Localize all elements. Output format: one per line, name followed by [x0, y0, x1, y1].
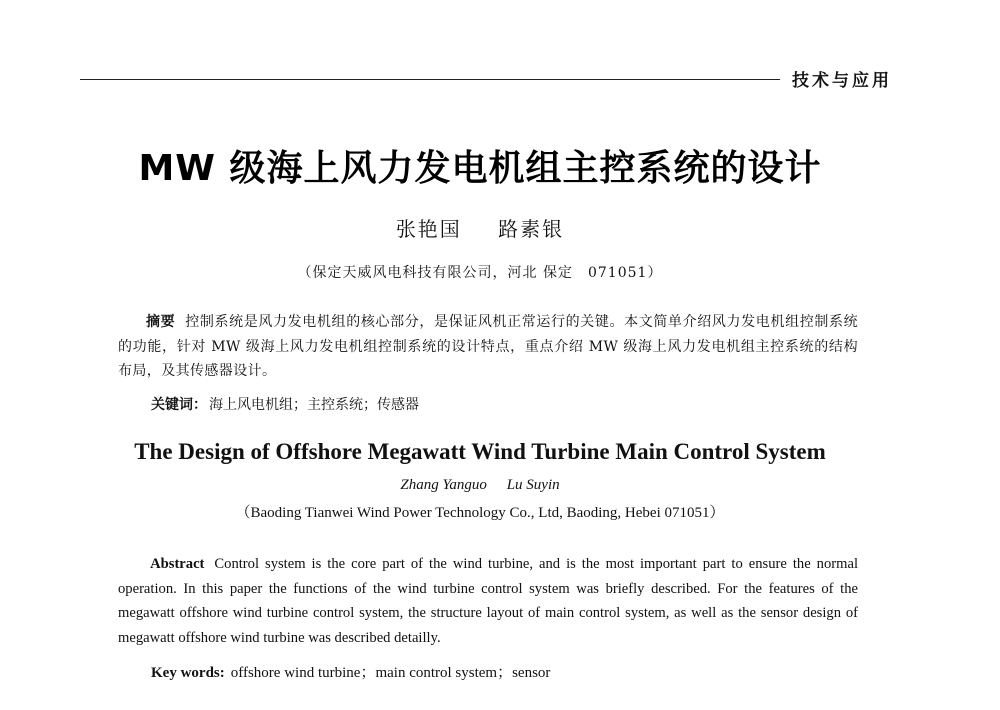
page-title-en: The Design of Offshore Megawatt Wind Turbine Main Control System	[134, 439, 826, 464]
keywords-cn-label: 关键词：	[151, 397, 207, 413]
abstract-en-text: Control system is the core part of the wind turbine, and is the most important part to ensure the normal operation. In this paper the functions of the wind turbine control system was briefly described. For the features of the megawatt offshore wind turbine control system, the structure layout of main control system, as well as the sensor design of megawatt offshore wind turbine was described detailly.	[118, 556, 858, 646]
abstract-cn-text: 控制系统是风力发电机组的核心部分，是保证风机正常运行的关键。本文简单介绍风力发电机组控制系统的功能，针对 MW 级海上风力发电机组控制系统的设计特点，重点介绍 MW 级海上风力发电机组主控系统的结构布局，及其传感器设计。	[118, 314, 858, 379]
keywords-en-text: offshore wind turbine；main control system；sensor	[230, 665, 551, 681]
header-rule	[80, 79, 780, 80]
keywords-en-label: Key words:	[151, 665, 225, 681]
keywords-en	[151, 661, 851, 682]
affiliation-cn: （保定天威风电科技有限公司，河北 保定 071051）	[297, 265, 663, 281]
author-en-1: Zhang Yanguo	[400, 477, 487, 493]
abstract-cn-label: 摘要	[146, 314, 176, 330]
abstract-en-label: Abstract	[150, 556, 205, 572]
affiliation-en: （Baoding Tianwei Wind Power Technology Co., Ltd, Baoding, Hebei 071051）	[235, 505, 725, 521]
author-en-2: Lu Suyin	[506, 477, 560, 493]
keywords-cn-text: 海上风电机组；主控系统；传感器	[209, 397, 419, 413]
section-label: 技术与应用	[792, 71, 892, 91]
abstract-cn	[118, 310, 858, 384]
author-cn-2: 路素银	[498, 217, 565, 241]
authors-cn	[0, 213, 960, 242]
authors-en	[0, 477, 960, 494]
keywords-cn	[151, 394, 851, 414]
page-title-cn: MW 级海上风力发电机组主控系统的设计	[138, 148, 822, 189]
author-cn-1: 张艳国	[395, 217, 462, 241]
abstract-en	[118, 552, 858, 650]
